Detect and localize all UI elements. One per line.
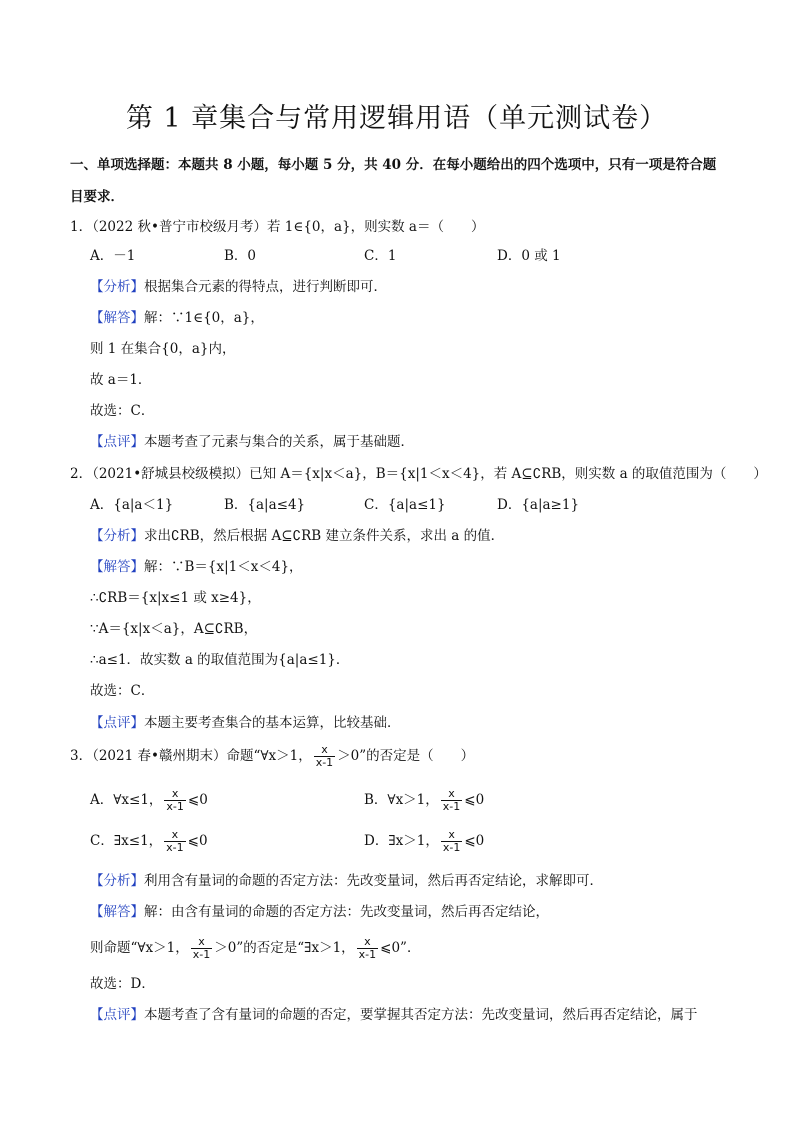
analysis-tag: 【分析】 [90, 873, 144, 889]
answer-tag: 【解答】 [90, 559, 144, 575]
fraction-denominator: x-1 [166, 800, 184, 813]
q1-step-2: 故 a＝1． [90, 372, 152, 388]
q1-comment [90, 432, 414, 452]
fraction-denominator: x-1 [166, 841, 184, 854]
fraction-numerator: x [321, 743, 328, 756]
fraction-denominator: x-1 [192, 948, 211, 961]
q3-step-1 [90, 936, 420, 961]
analysis-text: 求出∁RB，然后根据 A⊆∁RB 建立条件关系，求出 a 的值． [144, 528, 505, 544]
analysis-text: 利用含有量词的命题的否定方法：先改变量词，然后再否定结论，求解即可． [144, 873, 603, 889]
fraction-numerator: x [448, 828, 455, 841]
q3-analysis [90, 871, 603, 891]
q2-comment [90, 713, 401, 733]
q3-step-2: 故选：D． [90, 976, 155, 992]
q1-option-b: B．0 [224, 248, 257, 264]
comment-text: 本题主要考查集合的基本运算，比较基础． [144, 715, 401, 731]
q2-option-d: D．{a|a≥1} [497, 497, 580, 513]
q3-option-a [90, 788, 208, 813]
answer-tag: 【解答】 [90, 904, 144, 920]
option-prefix: D．∃x＞1， [364, 833, 439, 849]
fraction-numerator: x [171, 828, 179, 841]
fraction-numerator: x [448, 787, 455, 800]
q1-option-a: A．－1 [90, 248, 136, 264]
answer-text: 解：由含有量词的命题的否定方法：先改变量词，然后再否定结论， [144, 904, 549, 920]
q3-comment [90, 1005, 698, 1025]
q1-stem: 1．（2022 秋•普宁市校级月考）若 1∈{0，a}，则实数 a＝（ ） [70, 219, 485, 235]
q1-answer [90, 308, 264, 328]
comment-text: 本题考查了元素与集合的关系，属于基础题． [144, 434, 414, 450]
option-suffix: ⩽0 [464, 792, 485, 808]
section-heading-line1: 一、单项选择题：本题共 8 小题，每小题 5 分，共 40 分．在每小题给出的四个选项中，只有一项是符合题 [70, 157, 717, 173]
q2-option-a: A．{a|a＜1} [90, 497, 174, 513]
section-heading-line2: 目要求． [70, 189, 124, 205]
fraction [164, 788, 185, 813]
answer-text: 解：∵B＝{x|1＜x＜4}， [144, 559, 303, 575]
q3-option-d [364, 829, 484, 854]
q2-step-1: ∴∁RB＝{x|x≤1 或 x≥4}， [90, 590, 261, 606]
analysis-tag: 【分析】 [90, 528, 144, 544]
q2-analysis [90, 526, 504, 546]
option-suffix: ⩽0 [464, 833, 485, 849]
fraction [191, 936, 212, 961]
q3-step1-a: 则命题“∀x＞1， [90, 940, 189, 956]
q2-step-4: 故选：C． [90, 683, 155, 699]
analysis-tag: 【分析】 [90, 279, 144, 295]
option-prefix: C．∃x≤1， [90, 833, 163, 849]
comment-tag: 【点评】 [90, 715, 144, 731]
q3-answer [90, 902, 549, 922]
analysis-text: 根据集合元素的得特点，进行判断即可． [144, 279, 387, 295]
q3-step1-b: ＞0”的否定是“∃x＞1， [214, 940, 355, 956]
q2-step-3: ∴a≤1．故实数 a 的取值范围为{a|a≤1}． [90, 652, 350, 668]
fraction-numerator: x [198, 935, 205, 948]
fraction [441, 829, 462, 854]
q1-step-1: 则 1 在集合{0，a}内， [90, 341, 236, 357]
fraction-denominator: x-1 [315, 756, 334, 769]
comment-tag: 【点评】 [90, 1007, 144, 1023]
q1-option-c: C．1 [364, 248, 397, 264]
answer-tag: 【解答】 [90, 310, 144, 326]
q1-step-3: 故选：C． [90, 403, 155, 419]
answer-text: 解：∵1∈{0，a}， [144, 310, 264, 326]
comment-text: 本题考查了含有量词的命题的否定，要掌握其否定方法：先改变量词，然后再否定结论，属于 [144, 1007, 698, 1023]
q1-option-d: D．0 或 1 [497, 248, 561, 264]
option-prefix: B．∀x＞1， [364, 792, 439, 808]
q3-stem-a: 3．（2021 春•赣州期末）命题“∀x＞1， [70, 748, 312, 764]
comment-tag: 【点评】 [90, 434, 144, 450]
q2-answer [90, 557, 303, 577]
q1-analysis [90, 277, 387, 297]
q3-option-c [90, 829, 208, 854]
q3-step1-c: ⩽0”． [380, 940, 421, 956]
q3-stem [70, 744, 474, 769]
page-title: 第 1 章集合与常用逻辑用语（单元测试卷） [125, 103, 668, 134]
q3-stem-b: ＞0”的否定是（ ） [337, 748, 475, 764]
fraction-denominator: x-1 [358, 948, 377, 961]
option-suffix: ⩽0 [187, 792, 208, 808]
option-suffix: ⩽0 [187, 833, 208, 849]
q2-step-2: ∵A＝{x|x＜a}，A⊆∁RB， [90, 621, 258, 637]
q3-option-b [364, 788, 484, 813]
fraction-denominator: x-1 [442, 841, 461, 854]
fraction-numerator: x [171, 787, 179, 800]
q2-stem: 2．（2021•舒城县校级模拟）已知 A＝{x|x＜a}，B＝{x|1＜x＜4}，若 A⊆∁RB，则实数 a 的取值范围为（ ） [70, 466, 767, 482]
option-prefix: A．∀x≤1， [90, 792, 163, 808]
q2-option-b: B．{a|a≤4} [224, 497, 306, 513]
q2-option-c: C．{a|a≤1} [364, 497, 446, 513]
fraction-denominator: x-1 [442, 800, 461, 813]
fraction-numerator: x [364, 935, 371, 948]
fraction [164, 829, 185, 854]
fraction [314, 744, 335, 769]
fraction [357, 936, 378, 961]
fraction [441, 788, 462, 813]
